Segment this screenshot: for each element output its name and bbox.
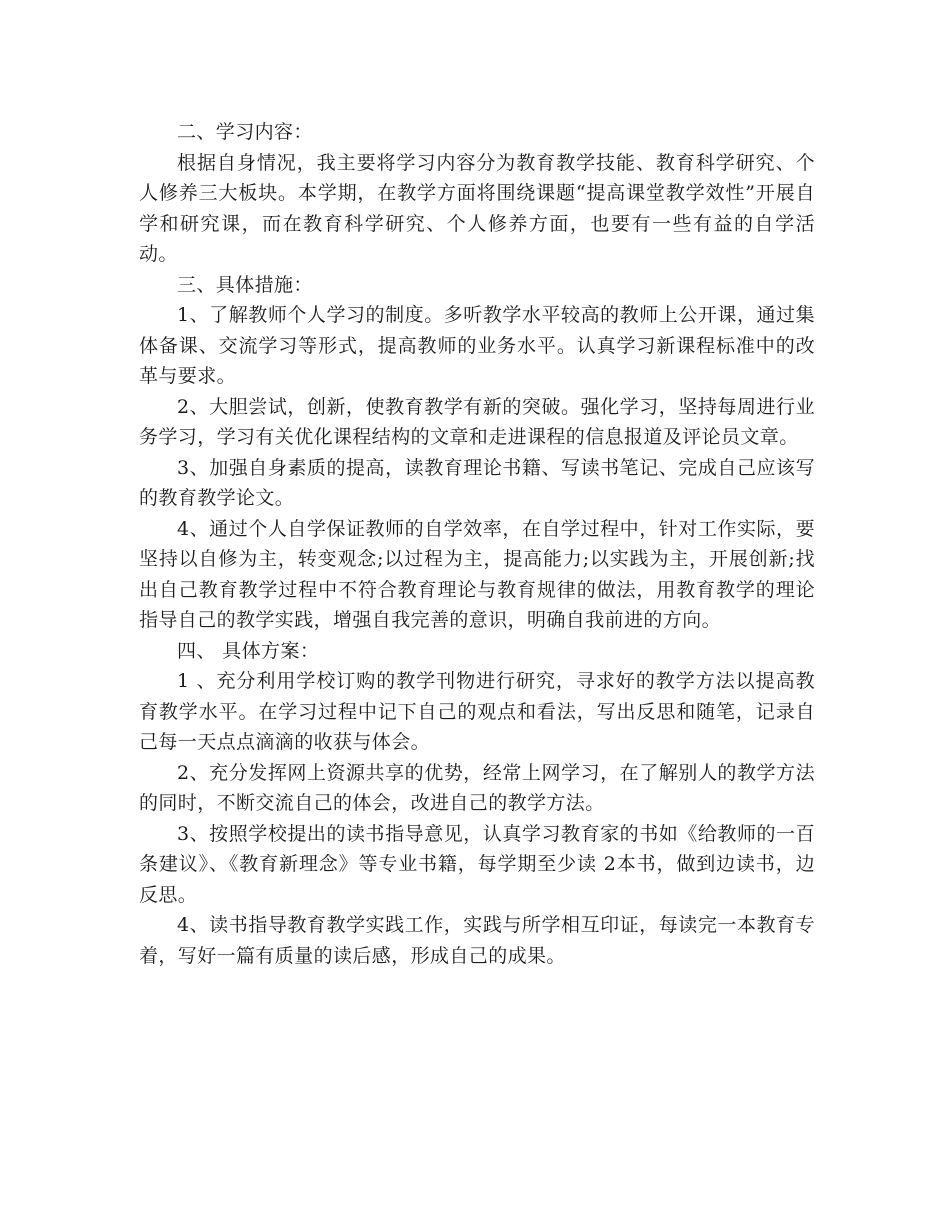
paragraph-plan-3: 3、按照学校提出的读书指导意见，认真学习教育家的书如《给教师的一百条建议》、《教育新理念》等专业书籍，每学期至少读 2本书，做到边读书，边反思。: [139, 822, 815, 906]
document-body: [139, 117, 815, 971]
paragraph-learning-content: 根据自身情况，我主要将学习内容分为教育教学技能、教育科学研究、个人修养三大板块。本学期，在教学方面将围绕课题“提高课堂教学效性”开展自学和研究课，而在教育科学研究、个人修养方面，也要有一些有益的自学活动。: [139, 151, 815, 265]
paragraph-measure-2: 2、大胆尝试，创新，使教育教学有新的突破。强化学习，坚持每周进行业务学习，学习有关优化课程结构的文章和走进课程的信息报道及评论员文章。: [139, 395, 815, 448]
paragraph-measure-1: 1、了解教师个人学习的制度。多听教学水平较高的教师上公开课，通过集体备课、交流学习等形式，提高教师的业务水平。认真学习新课程标准中的改革与要求。: [139, 304, 815, 387]
section-heading-specific-measures: 三、具体措施：: [177, 273, 313, 296]
paragraph-plan-2: 2、充分发挥网上资源共享的优势，经常上网学习，在了解别人的教学方法的同时，不断交流自己的体会，改进自己的教学方法。: [139, 761, 815, 814]
section-heading-specific-plan: 四、 具体方案：: [177, 639, 320, 662]
paragraph-plan-4: 4、读书指导教育教学实践工作，实践与所学相互印证，每读完一本教育专着，写好一篇有质量的读后感，形成自己的成果。: [139, 914, 815, 967]
section-heading-learning-content: 二、学习内容：: [177, 121, 313, 143]
paragraph-measure-3: 3、加强自身素质的提高，读教育理论书籍、写读书笔记、完成自己应该写的教育教学论文。: [139, 456, 815, 509]
paragraph-measure-4: 4、通过个人自学保证教师的自学效率，在自学过程中，针对工作实际，要坚持以自修为主，转变观念;以过程为主，提高能力;以实践为主，开展创新;找出自己教育教学过程中不符合教育理论与教育规律的做法，用教育教学的理论指导自己的教学实践，增强自我完善的意识，明确自我前进的方向。: [139, 517, 815, 631]
paragraph-plan-1: 1 、充分利用学校订购的教学刊物进行研究，寻求好的教学方法以提高教育教学水平。在学习过程中记下自己的观点和看法，写出反思和随笔，记录自己每一天点点滴滴的收获与体会。: [139, 670, 815, 753]
